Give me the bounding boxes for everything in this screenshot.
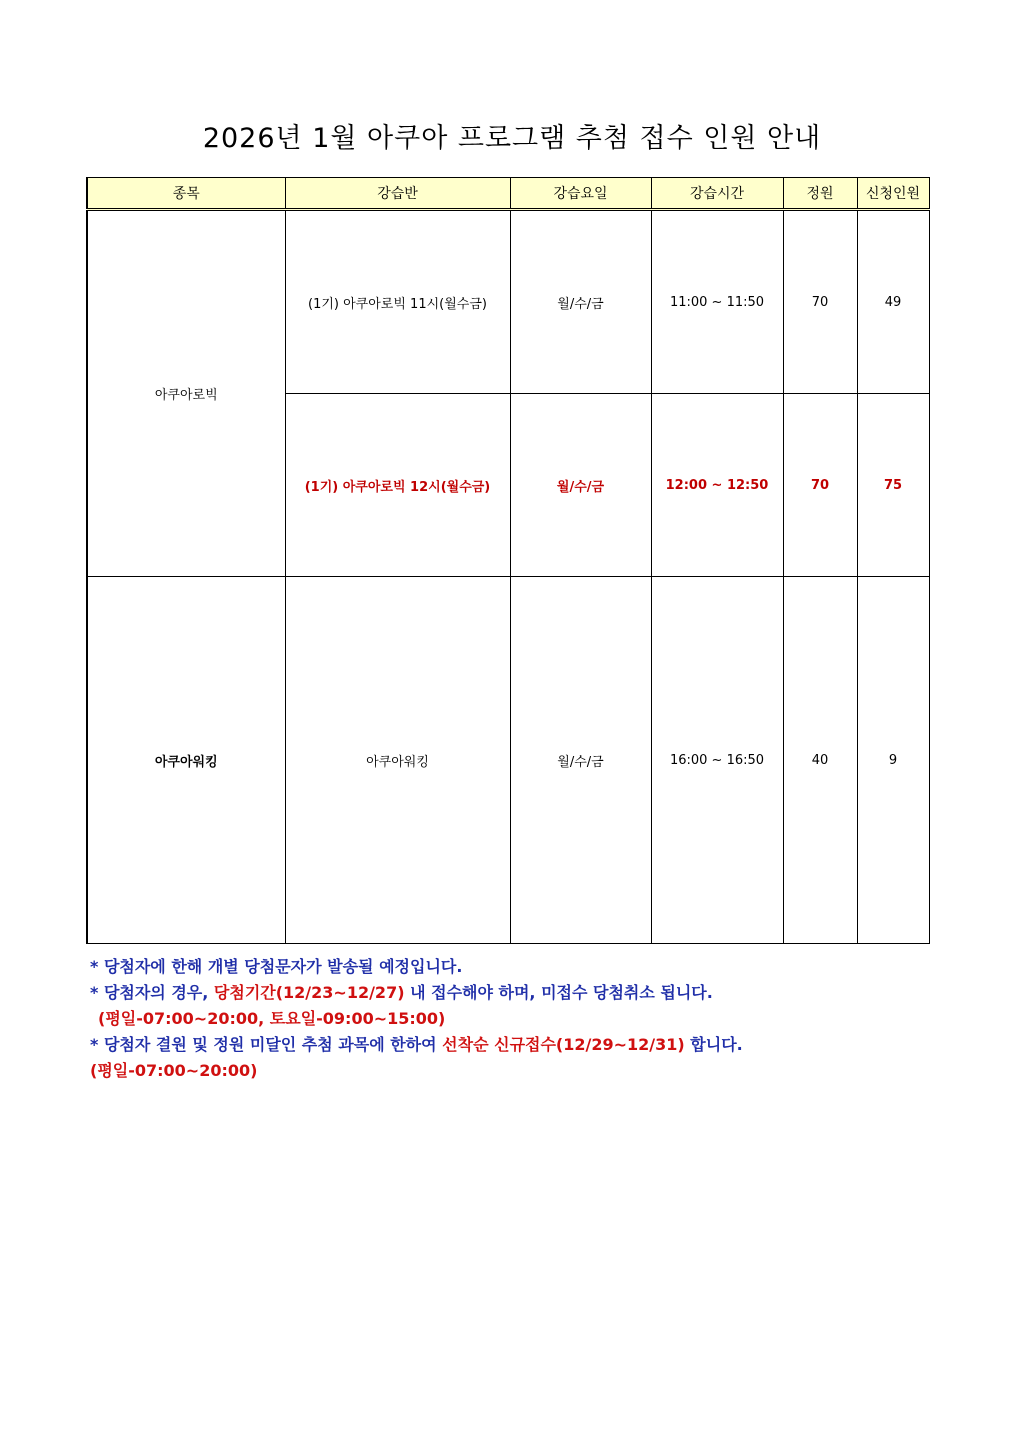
- class-cell: (1기) 아쿠아로빅 12시(월수금): [285, 394, 510, 577]
- header-days: 강습요일: [510, 178, 651, 210]
- note-highlight: 당첨기간(12/23~12/27): [213, 983, 405, 1002]
- applicants-cell: 9: [857, 577, 929, 944]
- note-text: * 당첨자의 경우,: [90, 983, 214, 1002]
- note-line: [90, 1006, 990, 1032]
- applicants-cell: 75: [857, 394, 929, 577]
- header-category: 종목: [87, 178, 285, 210]
- capacity-cell: 70: [783, 210, 857, 394]
- capacity-cell: 70: [783, 394, 857, 577]
- class-cell: (1기) 아쿠아로빅 11시(월수금): [285, 210, 510, 394]
- table-header-row: [87, 178, 929, 210]
- header-capacity: 정원: [783, 178, 857, 210]
- days-cell: 월/수/금: [510, 210, 651, 394]
- notes-section: [90, 954, 990, 1084]
- table-row: [87, 577, 929, 944]
- days-cell: 월/수/금: [510, 394, 651, 577]
- category-cell: 아쿠아워킹: [87, 577, 285, 944]
- note-text: 합니다.: [684, 1035, 743, 1054]
- time-cell: 16:00 ~ 16:50: [651, 577, 783, 944]
- table-row: [87, 210, 929, 394]
- note-hours: (평일-07:00~20:00): [90, 1061, 258, 1080]
- time-cell: 11:00 ~ 11:50: [651, 210, 783, 394]
- class-cell: 아쿠아워킹: [285, 577, 510, 944]
- header-class: 강습반: [285, 178, 510, 210]
- note-text: * 당첨자에 한해 개별 당첨문자가 발송될 예정입니다.: [90, 957, 463, 976]
- note-text: * 당첨자 결원 및 정원 미달인 추첨 과목에 한하여: [90, 1035, 443, 1054]
- note-line: [90, 1032, 990, 1058]
- note-line: [90, 954, 990, 980]
- applicants-cell: 49: [857, 210, 929, 394]
- note-line: [90, 1058, 990, 1084]
- note-line: [90, 980, 990, 1006]
- header-applicants: 신청인원: [857, 178, 929, 210]
- days-cell: 월/수/금: [510, 577, 651, 944]
- capacity-cell: 40: [783, 577, 857, 944]
- note-highlight: 선착순 신규접수(12/29~12/31): [442, 1035, 685, 1054]
- note-text: 내 접수해야 하며, 미접수 당첨취소 됩니다.: [404, 983, 713, 1002]
- header-time: 강습시간: [651, 178, 783, 210]
- page-title: 2026년 1월 아쿠아 프로그램 추첨 접수 인원 안내: [202, 123, 822, 154]
- category-cell: 아쿠아로빅: [87, 210, 285, 577]
- program-table: [86, 177, 930, 944]
- note-hours: (평일-07:00~20:00, 토요일-09:00~15:00): [98, 1009, 446, 1028]
- time-cell: 12:00 ~ 12:50: [651, 394, 783, 577]
